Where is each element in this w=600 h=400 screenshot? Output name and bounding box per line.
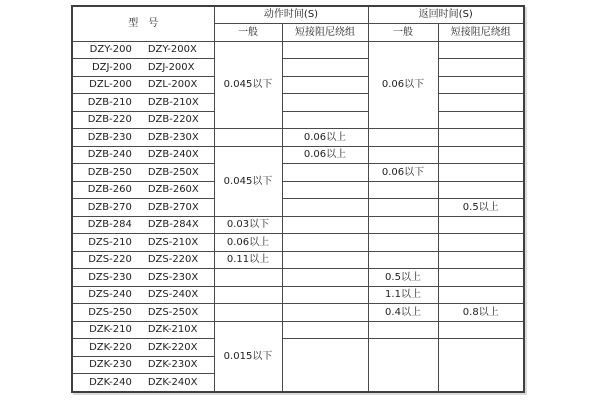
model-cell xyxy=(72,146,214,164)
table-row xyxy=(72,286,524,304)
return-general-cell: 0.06以下 xyxy=(368,41,438,129)
return-damped-cell xyxy=(438,269,524,287)
action-damped-cell xyxy=(282,41,368,59)
action-damped-cell xyxy=(282,199,368,217)
model-label: DZJ-200X xyxy=(147,61,195,73)
model-cell xyxy=(72,216,214,234)
action-damped-cell xyxy=(282,181,368,199)
return-general-cell xyxy=(368,146,438,164)
model-cell xyxy=(72,164,214,182)
action-general-cell: 0.045以下 xyxy=(214,41,282,129)
model-label: DZK-220 xyxy=(89,341,132,353)
action-damped-cell: 0.06以上 xyxy=(282,146,368,164)
model-label: DZK-210 xyxy=(89,324,132,336)
spec-table-header xyxy=(72,6,524,41)
model-label: DZB-250X xyxy=(147,166,199,178)
return-damped-cell: 0.5以上 xyxy=(438,199,524,217)
return-damped-cell xyxy=(438,146,524,164)
action-damped-cell: 0.06以上 xyxy=(282,129,368,147)
col-header-action-time: 动作时间(S) xyxy=(214,6,368,23)
action-general-cell: 0.03以下 xyxy=(214,216,282,234)
model-label: DZS-240 xyxy=(88,289,132,301)
return-damped-cell xyxy=(438,111,524,129)
return-damped-cell xyxy=(438,216,524,234)
return-general-cell xyxy=(368,339,438,393)
model-label: DZB-270 xyxy=(87,201,132,213)
return-damped-cell xyxy=(438,286,524,304)
table-row xyxy=(72,41,524,59)
model-label: DZB-260X xyxy=(147,184,199,196)
model-cell xyxy=(72,199,214,217)
table-row xyxy=(72,304,524,322)
model-label: DZB-230X xyxy=(147,131,199,143)
return-general-cell: 0.06以下 xyxy=(368,164,438,182)
model-label: DZB-284X xyxy=(147,219,199,231)
action-general-cell: 0.045以下 xyxy=(214,146,282,216)
model-label: DZK-230 xyxy=(89,359,132,371)
col-header-return-damped-winding: 短接阻尼绕组 xyxy=(438,23,524,41)
spec-table xyxy=(71,5,525,393)
col-header-return-general: 一般 xyxy=(368,23,438,41)
return-damped-cell xyxy=(438,339,524,393)
model-label: DZB-260 xyxy=(87,184,132,196)
action-damped-cell xyxy=(282,216,368,234)
table-row xyxy=(72,339,524,357)
model-label: DZS-220 xyxy=(88,254,132,266)
return-damped-cell xyxy=(438,234,524,252)
return-damped-cell xyxy=(438,129,524,147)
table-row xyxy=(72,59,524,77)
model-cell xyxy=(72,59,214,77)
model-label: DZB-250 xyxy=(87,166,132,178)
model-label: DZS-240X xyxy=(147,289,199,301)
return-general-cell xyxy=(368,234,438,252)
action-damped-cell xyxy=(282,111,368,129)
action-damped-cell xyxy=(282,251,368,269)
action-damped-cell xyxy=(282,94,368,112)
model-cell xyxy=(72,234,214,252)
model-label: DZK-220X xyxy=(147,341,198,353)
return-damped-cell xyxy=(438,41,524,59)
model-cell xyxy=(72,374,214,393)
action-general-cell xyxy=(214,269,282,287)
model-label: DZB-230 xyxy=(87,131,132,143)
model-cell xyxy=(72,286,214,304)
table-row xyxy=(72,269,524,287)
model-cell xyxy=(72,304,214,322)
model-cell xyxy=(72,339,214,357)
action-damped-cell xyxy=(282,76,368,94)
model-label: DZK-230X xyxy=(147,359,198,371)
model-label: DZY-200 xyxy=(89,44,132,56)
col-header-model: 型 号 xyxy=(72,6,214,41)
table-row xyxy=(72,321,524,339)
table-row xyxy=(72,164,524,182)
col-header-action-damped-winding: 短接阻尼绕组 xyxy=(282,23,368,41)
model-label: DZB-240 xyxy=(87,149,132,161)
model-label: DZS-210 xyxy=(88,236,132,248)
model-label: DZB-284 xyxy=(87,219,132,231)
spec-table-container xyxy=(71,5,525,393)
table-row xyxy=(72,146,524,164)
return-damped-cell xyxy=(438,164,524,182)
return-general-cell: 0.4以上 xyxy=(368,304,438,322)
return-general-cell: 1.1以上 xyxy=(368,286,438,304)
model-cell xyxy=(72,41,214,59)
return-damped-cell xyxy=(438,59,524,77)
model-label: DZL-200 xyxy=(89,79,132,91)
return-general-cell xyxy=(368,321,438,339)
action-damped-cell xyxy=(282,269,368,287)
table-row xyxy=(72,216,524,234)
action-general-cell: 0.11以上 xyxy=(214,251,282,269)
action-general-cell: 0.015以下 xyxy=(214,321,282,392)
return-damped-cell xyxy=(438,94,524,112)
model-cell xyxy=(72,181,214,199)
action-damped-cell xyxy=(282,234,368,252)
model-label: DZK-210X xyxy=(147,324,198,336)
model-label: DZJ-200 xyxy=(91,61,132,73)
model-label: DZY-200X xyxy=(147,44,197,56)
return-damped-cell xyxy=(438,251,524,269)
model-label: DZS-230X xyxy=(147,271,199,283)
model-label: DZB-240X xyxy=(147,149,199,161)
model-label: DZL-200X xyxy=(147,79,198,91)
model-cell xyxy=(72,111,214,129)
table-row xyxy=(72,76,524,94)
model-cell xyxy=(72,76,214,94)
table-row xyxy=(72,234,524,252)
col-header-return-time: 返回时间(S) xyxy=(368,6,524,23)
return-damped-cell: 0.8以上 xyxy=(438,304,524,322)
spec-table-body xyxy=(72,41,524,392)
model-label: DZS-250X xyxy=(147,306,199,318)
model-label: DZK-240X xyxy=(147,377,198,388)
action-damped-cell xyxy=(282,164,368,182)
return-damped-cell xyxy=(438,321,524,339)
action-damped-cell xyxy=(282,59,368,77)
return-general-cell xyxy=(368,129,438,147)
action-damped-cell xyxy=(282,339,368,393)
action-damped-cell xyxy=(282,304,368,322)
table-row xyxy=(72,129,524,147)
table-row xyxy=(72,251,524,269)
table-row xyxy=(72,94,524,112)
model-label: DZB-210 xyxy=(87,96,132,108)
table-row xyxy=(72,111,524,129)
header-row-groups xyxy=(72,6,524,23)
return-damped-cell xyxy=(438,181,524,199)
model-label: DZB-220 xyxy=(87,114,132,126)
action-damped-cell xyxy=(282,286,368,304)
action-damped-cell xyxy=(282,321,368,339)
return-damped-cell xyxy=(438,76,524,94)
table-row xyxy=(72,199,524,217)
return-general-cell: 0.5以上 xyxy=(368,269,438,287)
model-label: DZB-270X xyxy=(147,201,199,213)
model-cell xyxy=(72,321,214,339)
model-cell xyxy=(72,94,214,112)
action-general-cell xyxy=(214,304,282,322)
return-general-cell xyxy=(368,199,438,217)
model-label: DZK-240 xyxy=(89,377,132,388)
return-general-cell xyxy=(368,251,438,269)
return-general-cell xyxy=(368,181,438,199)
model-cell xyxy=(72,129,214,147)
model-cell xyxy=(72,251,214,269)
model-label: DZB-210X xyxy=(147,96,199,108)
action-general-cell xyxy=(214,129,282,147)
model-label: DZS-210X xyxy=(147,236,199,248)
col-header-action-general: 一般 xyxy=(214,23,282,41)
table-row xyxy=(72,181,524,199)
action-general-cell xyxy=(214,286,282,304)
model-cell xyxy=(72,269,214,287)
model-cell xyxy=(72,356,214,374)
action-general-cell: 0.06以上 xyxy=(214,234,282,252)
return-general-cell xyxy=(368,216,438,234)
model-label: DZS-220X xyxy=(147,254,199,266)
model-label: DZB-220X xyxy=(147,114,199,126)
model-label: DZS-250 xyxy=(88,306,132,318)
model-label: DZS-230 xyxy=(88,271,132,283)
